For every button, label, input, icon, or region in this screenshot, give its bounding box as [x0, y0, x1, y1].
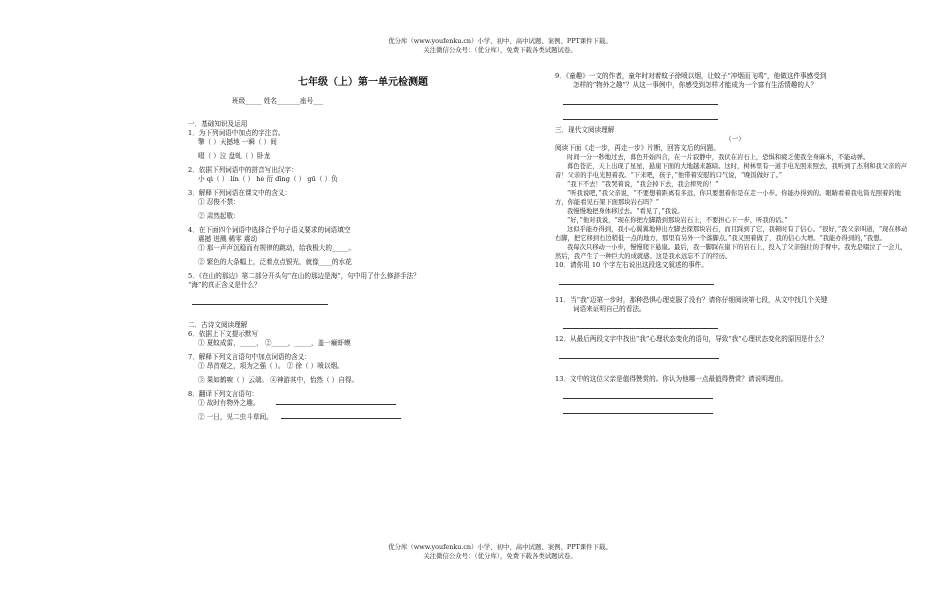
- question-9-b: 怎样的“物外之趣”？从这一事例中，你感受到怎样才能成为一个富有生活情趣的人？: [573, 81, 818, 89]
- question-4-line-2: ② 繁色的大条幅上，泛着点点银光，就像____的水花: [198, 258, 352, 266]
- passage-paragraph-5: 我慢慢地把身体移过去。“看见了，”我说。: [567, 208, 684, 215]
- right-column: [555, 72, 915, 420]
- answer-line[interactable]: [563, 96, 718, 105]
- passage-paragraph-1: 时间一分一秒地过去，暮色开始四合，在一片寂静中，我伏在岩石上，恐惧和疲乏使我全身麻木，不能动弹。: [567, 154, 870, 161]
- question-1-line-1: 擎（ ）天撼地 一瞬（ ）间: [198, 138, 277, 146]
- question-8: 8．翻译下列文言语句：: [188, 390, 259, 398]
- question-10: 10．请你用 10 个字左右说出这段选文叙述的事件。: [555, 261, 708, 269]
- footer-line-1: 优分库（www.youfenku.cn）小学、初中、高中试题、案例、PPT课件下载。: [388, 543, 612, 551]
- question-12: 12．从最后两段文字中找出“我”心理状态变化的语句，导致“我”心理状态变化的原因是什么？: [555, 335, 828, 343]
- question-4-line-1: ① 那一声声沉稳而有规律的跳动，给我极大的_____。: [198, 244, 356, 252]
- section-1-heading: 一．基础知识及运用: [188, 120, 248, 128]
- answer-line[interactable]: [563, 111, 718, 120]
- question-13: 13．文中的这位父亲是值得赞赏的。你认为他哪一点最值得赞赏？请说明理由。: [555, 375, 788, 383]
- answer-line[interactable]: [276, 404, 396, 405]
- question-2: 2．依据下列词语中的拼音写出汉字：: [188, 166, 298, 174]
- answer-line[interactable]: [563, 390, 713, 399]
- question-8-line-1-text: ① 故时有物外之趣。: [198, 399, 260, 407]
- passage-paragraph-7: 这似乎能办得到，我小心翼翼地伸出左脚去探那块岩石，而且踩到了它，我顿时有了信心。“很好，”我父亲叫道，“现在移动右脚，把它移到右边稍低一点的地方，那里有另外一个落脚点。”我又照着做了，我的信心大增。“我能办得到的，”我想。: [555, 226, 908, 242]
- question-8-line-1: [188, 399, 538, 408]
- question-4-words: 震撼 迸溅 稀零 震动: [198, 235, 258, 243]
- passage-paragraph-2: 暮色苍茫，天上出现了星星，悬崖下面的大地越来越暗。这时，树林里有一道手电光照来照去，我听到了杰利和我父亲的声音！父亲的手电光照着我。“下来吧，孩子，”他带着安慰的口气说，“晚饭做好了。”: [555, 163, 908, 179]
- page-header: [300, 37, 700, 55]
- question-3-line-1: ① 忍俊不禁：: [198, 198, 240, 206]
- question-5: 5．《在山的那边》第二部分开头句“在山的那边是海”，句中用了什么修辞手法？: [188, 272, 420, 280]
- header-line-2: 关注微信公众号：（优分库），免费下载各类试题试卷。: [423, 46, 577, 54]
- left-column: [188, 72, 538, 422]
- passage-paragraph-4: “听我说吧，”我父亲说，“不要想着距离有多远，你只要想着你是在走一小步。你能办得到的。眼睛看着我电筒光照着的地方，你能看见石架下面那块岩石吗？”: [555, 190, 901, 206]
- answer-line[interactable]: [559, 276, 714, 285]
- question-2-line-1: 小 qì（ ） lín（ ） hè 衍 dīng（ ） gū（ ）负: [198, 175, 338, 183]
- reading-intro: 阅读下面《走一步，再走一步》片断，回答文后的问题。: [555, 144, 720, 152]
- passage-paragraph-8: 我每次只移动一小步，慢慢爬下悬崖。最后，我一脚踩在崖下的岩石上，投入了父亲强壮的手臂中。我先是啜泣了一会儿，然后，我产生了一种巨大的成就感。这是我永远忘不了的经历。: [555, 244, 908, 260]
- section-2-heading: 二．古诗文阅读理解: [188, 321, 248, 329]
- question-5-b: “海”的真正含义是什么？: [188, 281, 261, 289]
- question-3: 3．解释下列词语在课文中的含义：: [188, 189, 292, 197]
- student-info: 班级_____ 姓名_______座号___: [232, 97, 324, 105]
- subsection-1-label: （一）: [725, 135, 745, 143]
- question-11: 11．当“我”迈第一步时，那种恐惧心理克服了没有？请你仔细阅读第七段，从文中找几个关键: [555, 296, 828, 304]
- passage-paragraph-6: “好，”他对我说，“现在你把左脚踏到那块岩石上，不要担心下一步，听我的话。”: [567, 217, 788, 224]
- question-7-line-1: ① 昂首观之，项为之强（ ）。 ② 徐（ ）喷以烟。: [198, 362, 344, 370]
- question-6-line-1: ① 夏蚊成雷，_____， ②_____，_____，盖一癞虾蟆: [198, 339, 351, 347]
- answer-line[interactable]: [563, 405, 713, 414]
- answer-line[interactable]: [559, 350, 719, 359]
- answer-line[interactable]: [563, 320, 718, 329]
- question-1-line-2: 啜（ ）泣 盘虬（ ）卧龙: [198, 152, 271, 160]
- question-8-line-2: [188, 413, 538, 422]
- page-title: 七年级（上）第一单元检测题: [298, 77, 428, 88]
- header-line-1: 优分库（www.youfenku.cn）小学、初中、高中试题、案例、PPT课件下载。: [388, 37, 612, 45]
- question-3-line-2: ② 肃然起敬：: [198, 212, 240, 220]
- footer-line-2: 关注微信公众号：（优分库），免费下载各类试题试卷。: [423, 552, 577, 560]
- question-4: 4．在下面四个词语中选择合乎句子语义要求的词语填空: [188, 226, 351, 234]
- section-3-heading: 三．现代文阅读理解: [555, 126, 615, 134]
- page-footer: [300, 543, 700, 561]
- passage-paragraph-3: “我下不去！”我哭着说，“我会掉下去，我会摔死的！”: [567, 181, 719, 188]
- question-7: 7．解释下列文言语句中加点词语的含义：: [188, 353, 311, 361]
- question-8-line-2-text: ② 一日，见二虫斗草间。: [198, 413, 273, 421]
- answer-line[interactable]: [192, 296, 328, 305]
- question-6: 6．依据上下文提示默写: [188, 330, 259, 338]
- question-11-b: 词语来证明自己的看法。: [573, 305, 646, 313]
- question-9: 9．《童趣》一文的作者，童年时对着蚊子徐喷以烟，让蚊子“冲烟而飞鸣”，他做这件事感受到: [555, 72, 827, 80]
- question-1: 1．为下列词语中加点的字注音。: [188, 129, 285, 137]
- question-7-line-2: ③ 果如鹤唳（ ）云端。 ④神游其中，怡然（ ）自得。: [198, 376, 359, 384]
- answer-line[interactable]: [281, 418, 401, 419]
